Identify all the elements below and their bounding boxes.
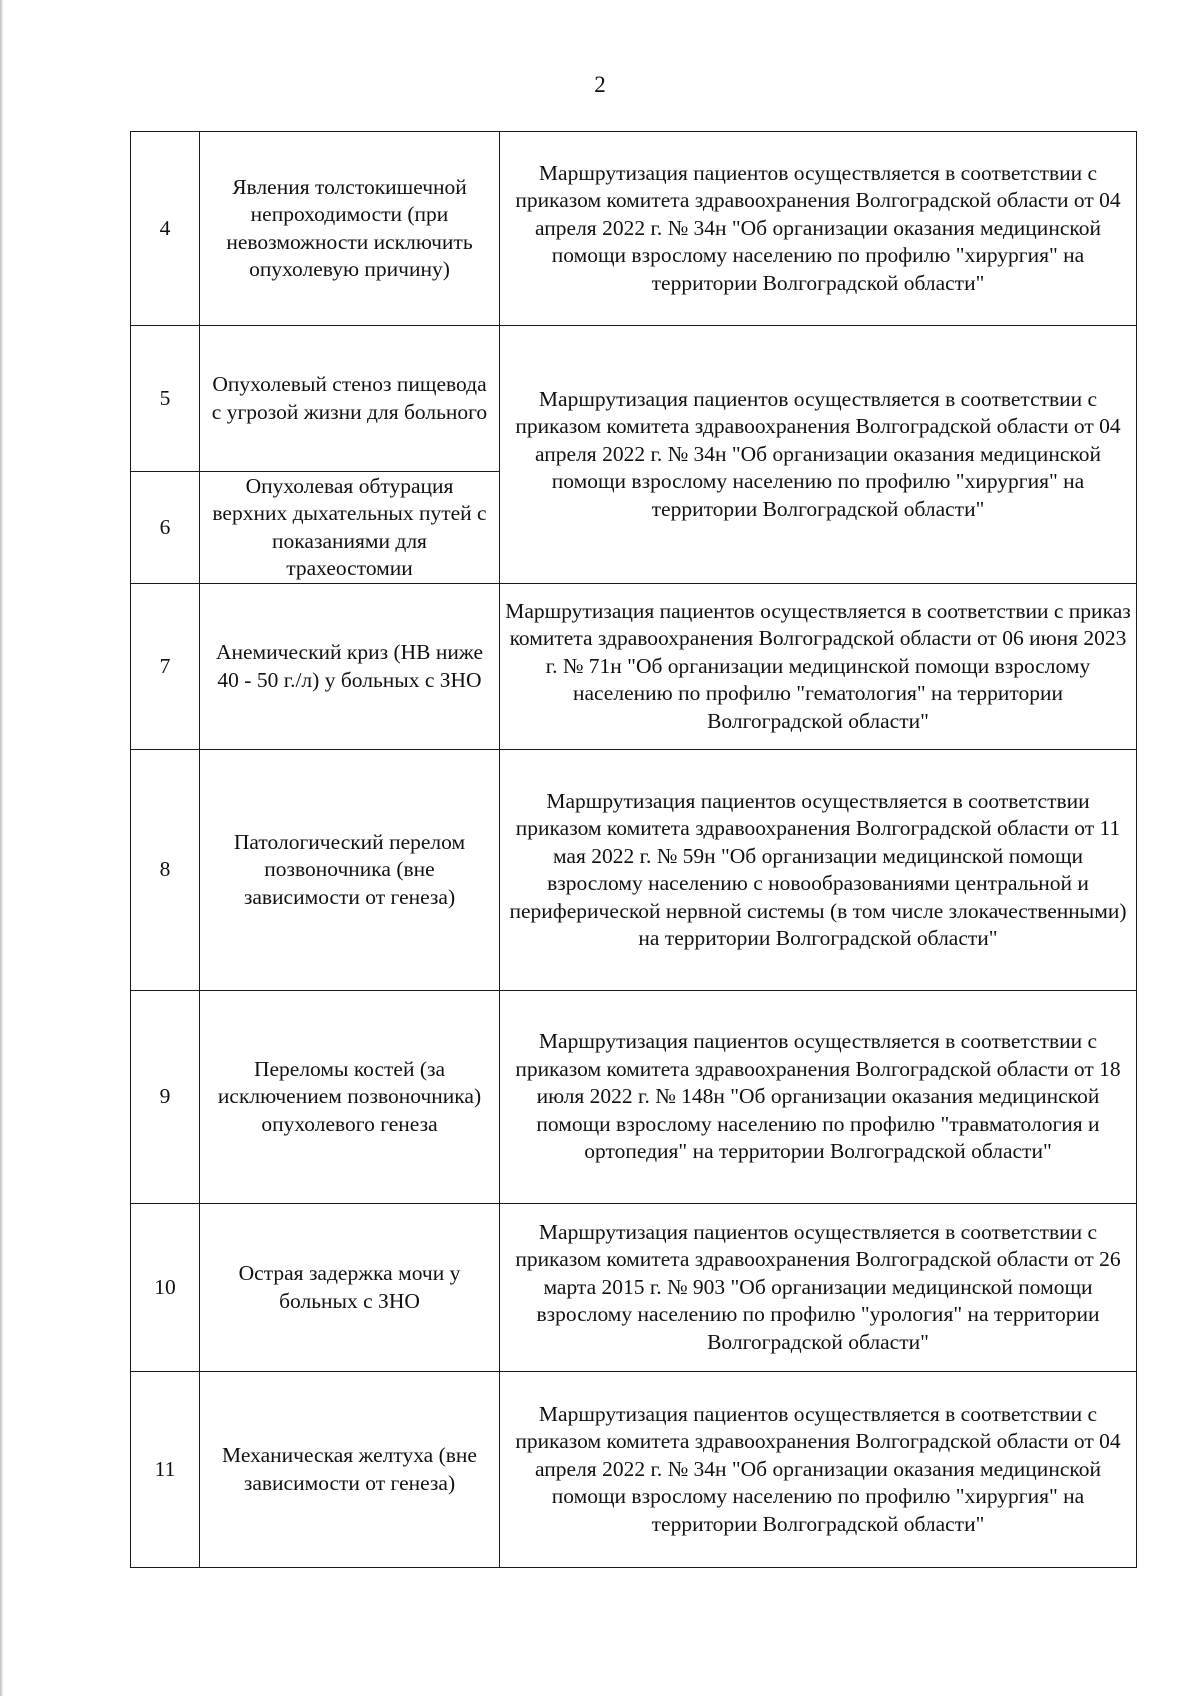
page-number: 2 xyxy=(594,72,606,97)
row-number: 11 xyxy=(131,1372,200,1568)
condition-cell: Опухолевая обтурация верхних дыхательных путей с показаниями для трахеостомии xyxy=(200,472,500,584)
row-number: 10 xyxy=(131,1204,200,1372)
routing-cell: Маршрутизация пациентов осуществляется в соответствии с приказ комитета здравоохранения Волгоградской области от 06 июня 2023 г. № 71н "Об организации медицинской помощи взрослому населению по профилю "гематология" на территории Волгоградской области" xyxy=(500,584,1137,750)
routing-cell: Маршрутизация пациентов осуществляется в соответствии с приказом комитета здравоохранения Волгоградской области от 04 апреля 2022 г. № 34н "Об организации оказания медицинской помощи взрослому населению по профилю "хирургия" на территории Волгоградской области" xyxy=(500,132,1137,326)
table-row xyxy=(131,1372,1137,1568)
routing-table xyxy=(130,131,1137,1568)
table-row xyxy=(131,1204,1137,1372)
routing-cell: Маршрутизация пациентов осуществляется в соответствии с приказом комитета здравоохранения Волгоградской области от 04 апреля 2022 г. № 34н "Об организации оказания медицинской помощи взрослому населению по профилю "хирургия" на территории Волгоградской области" xyxy=(500,1372,1137,1568)
routing-cell: Маршрутизация пациентов осуществляется в соответствии с приказом комитета здравоохранения Волгоградской области от 18 июля 2022 г. № 148н "Об организации оказания медицинской помощи взрослому населению по профилю "травматология и ортопедия" на территории Волгоградской области" xyxy=(500,991,1137,1204)
condition-cell: Острая задержка мочи у больных с ЗНО xyxy=(200,1204,500,1372)
routing-cell: Маршрутизация пациентов осуществляется в соответствии с приказом комитета здравоохранения Волгоградской области от 26 марта 2015 г. № 903 "Об организации медицинской помощи взрослому населению по профилю "урология" на территории Волгоградской области" xyxy=(500,1204,1137,1372)
condition-cell: Механическая желтуха (вне зависимости от генеза) xyxy=(200,1372,500,1568)
condition-cell: Переломы костей (за исключением позвоночника) опухолевого генеза xyxy=(200,991,500,1204)
table-row xyxy=(131,326,1137,472)
row-number: 8 xyxy=(131,750,200,991)
table-row xyxy=(131,132,1137,326)
row-number: 5 xyxy=(131,326,200,472)
row-number: 7 xyxy=(131,584,200,750)
row-number: 4 xyxy=(131,132,200,326)
table-row xyxy=(131,991,1137,1204)
condition-cell: Патологический перелом позвоночника (вне зависимости от генеза) xyxy=(200,750,500,991)
condition-cell: Явления толстокишечной непроходимости (при невозможности исключить опухолевую причину) xyxy=(200,132,500,326)
condition-cell: Анемический криз (HB ниже 40 - 50 г./л) у больных с ЗНО xyxy=(200,584,500,750)
table-row xyxy=(131,750,1137,991)
condition-cell: Опухолевый стеноз пищевода с угрозой жизни для больного xyxy=(200,326,500,472)
table-row xyxy=(131,584,1137,750)
routing-cell: Маршрутизация пациентов осуществляется в соответствии с приказом комитета здравоохранения Волгоградской области от 04 апреля 2022 г. № 34н "Об организации оказания медицинской помощи взрослому населению по профилю "хирургия" на территории Волгоградской области" xyxy=(500,326,1137,584)
scan-edge xyxy=(0,0,3,1696)
row-number: 6 xyxy=(131,472,200,584)
routing-cell: Маршрутизация пациентов осуществляется в соответствии приказом комитета здравоохранения Волгоградской области от 11 мая 2022 г. № 59н "Об организации медицинской помощи взрослому населению с новообразованиями центральной и периферической нервной системы (в том числе злокачественными) на территории Волгоградской области" xyxy=(500,750,1137,991)
row-number: 9 xyxy=(131,991,200,1204)
